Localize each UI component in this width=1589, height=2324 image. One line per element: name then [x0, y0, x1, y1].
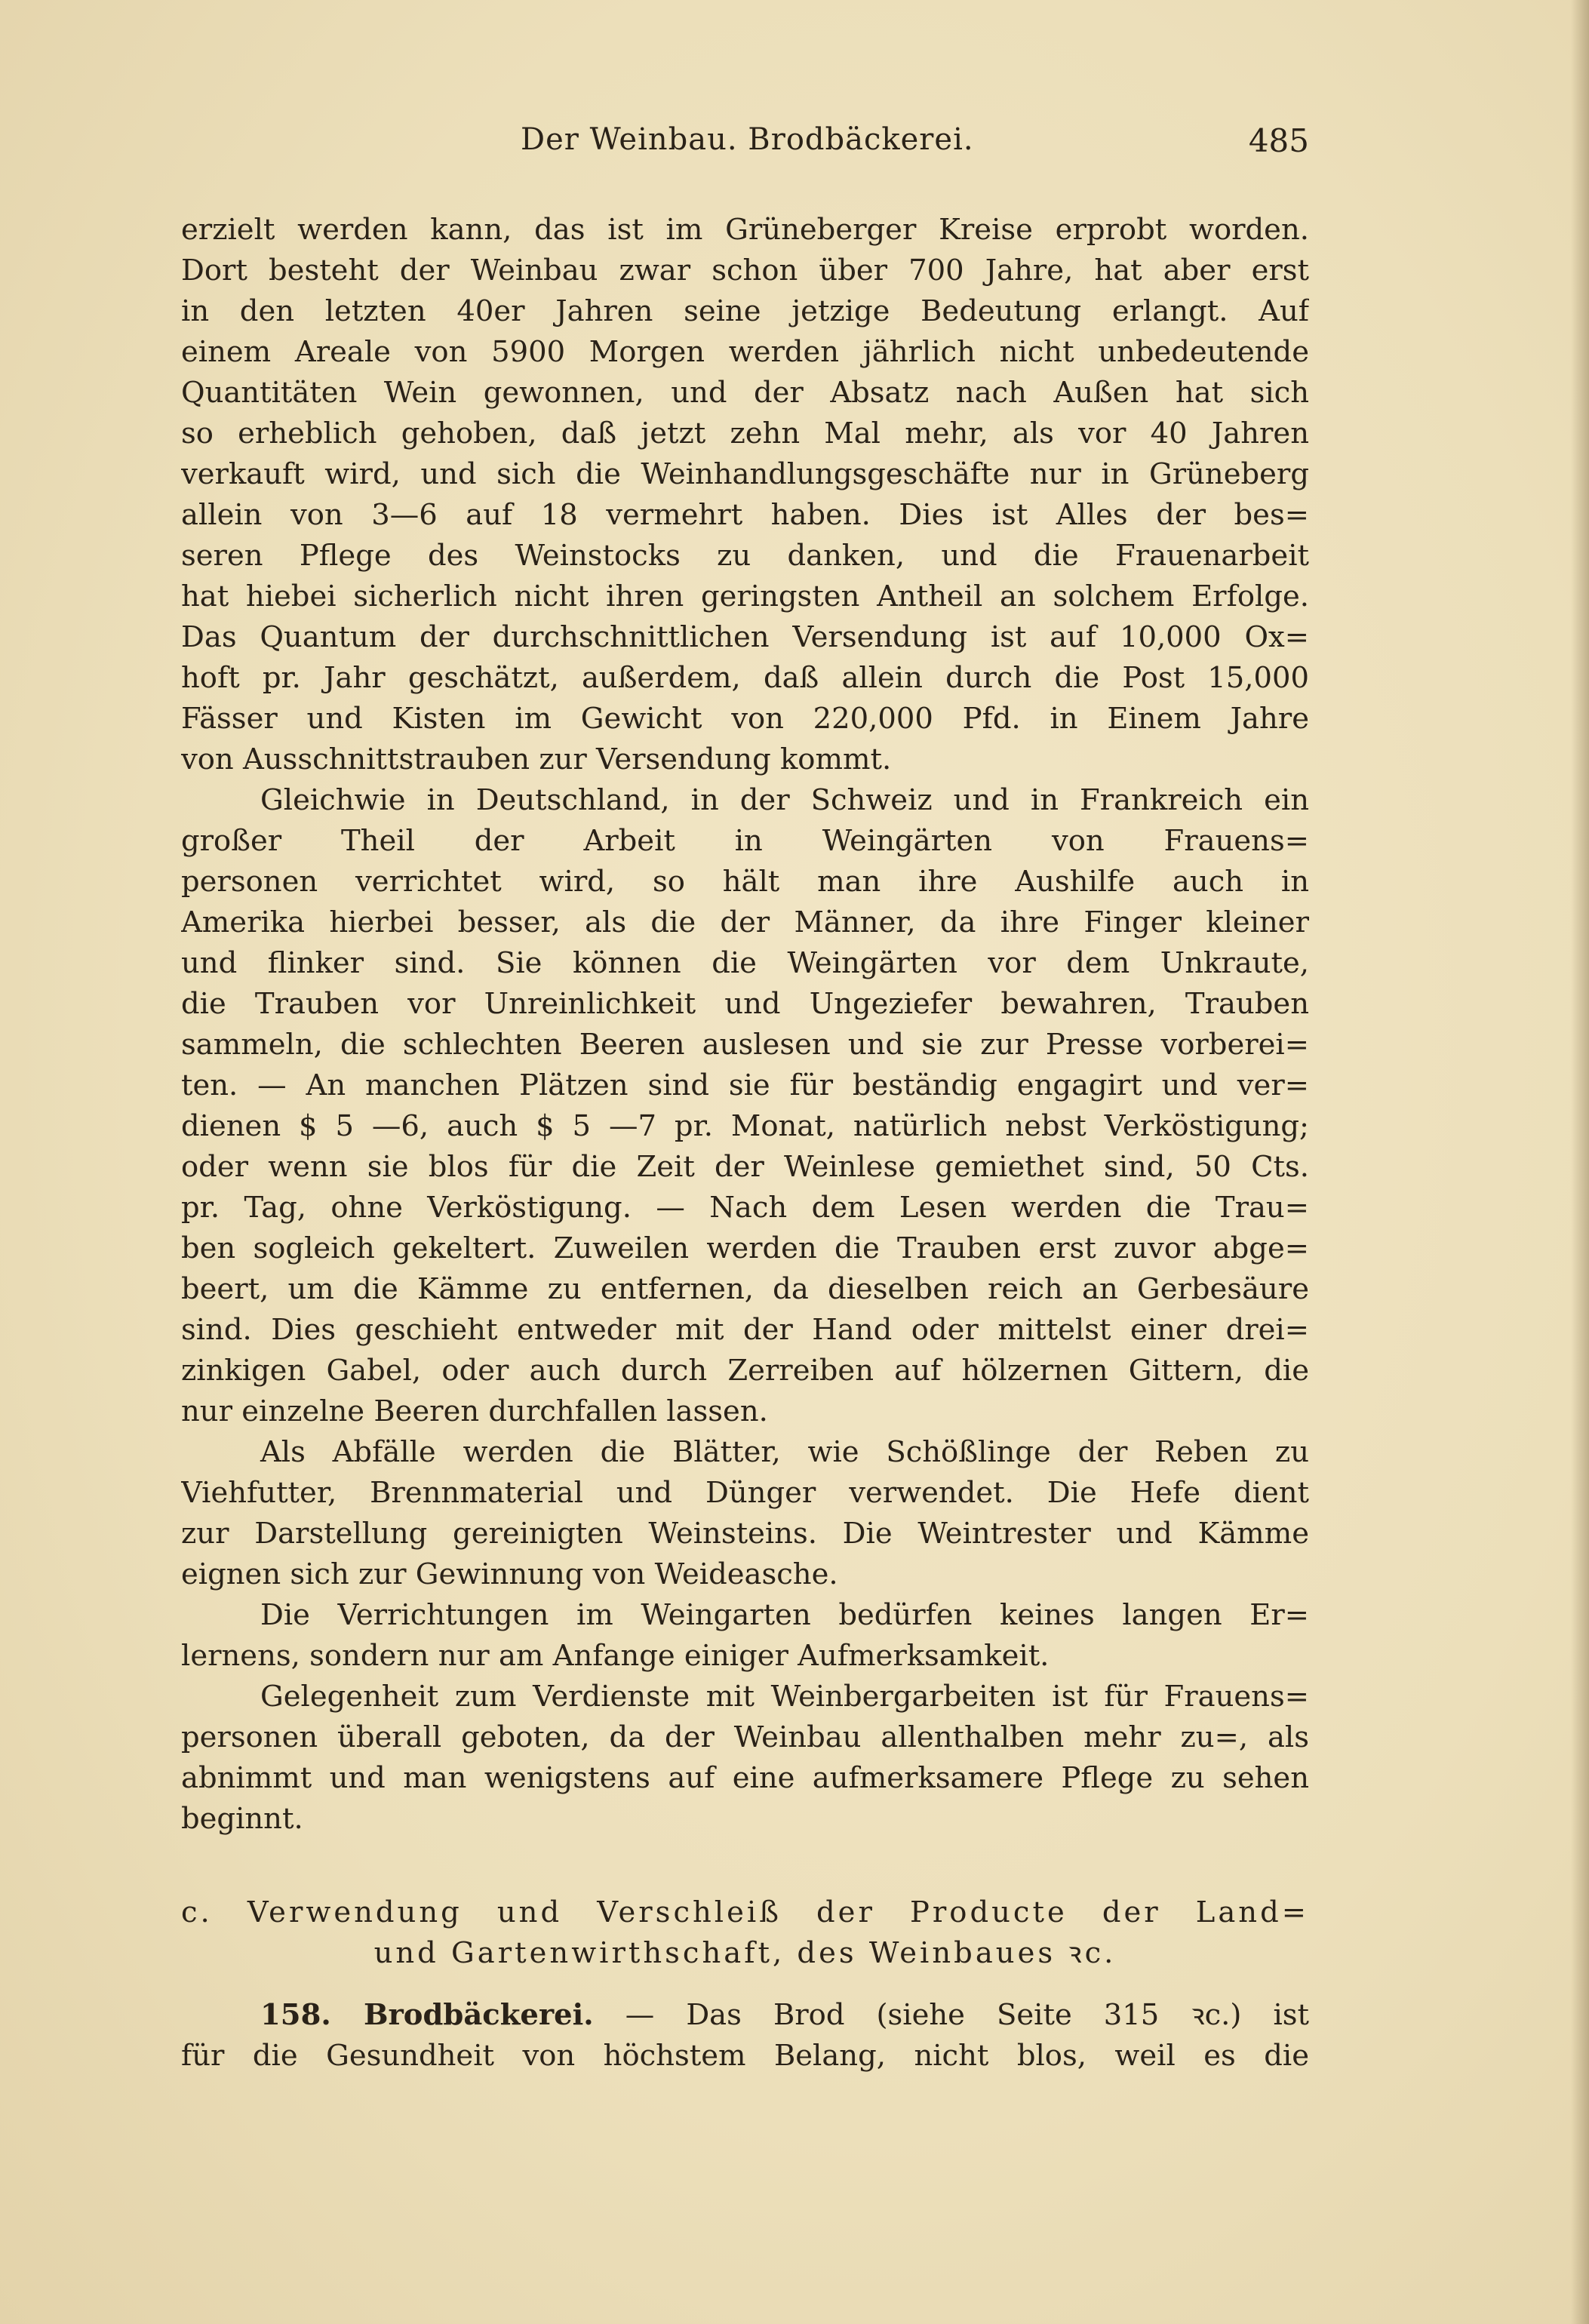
text-line: von Ausschnittstrauben zur Versendung kommt.: [181, 742, 892, 776]
text-line: hoft pr. Jahr geschätzt, außerdem, daß allein durch die Post 15,000: [181, 661, 1309, 695]
paragraph-spacer: [181, 1974, 1309, 1995]
text-line: nur einzelne Beeren durchfallen lassen.: [181, 1394, 768, 1428]
page-header: [177, 122, 1309, 168]
paragraph-first-line: [181, 1995, 1309, 2036]
text-line: großer Theil der Arbeit in Weingärten von Frauens=: [181, 824, 1309, 858]
text-line: allein von 3—6 auf 18 vermehrt haben. Dies ist Alles der bes=: [181, 498, 1309, 532]
text-line: seren Pflege des Weinstocks zu danken, und die Frauenarbeit: [181, 539, 1309, 573]
text-line: Fässer und Kisten im Gewicht von 220,000 Pfd. in Einem Jahre: [181, 702, 1309, 736]
paragraph-text: — Das Brod (siehe Seite 315 ꝛc.) ist: [625, 1998, 1309, 2032]
page-edge-shadow: [1571, 0, 1589, 2324]
text-line: hat hiebei sicherlich nicht ihren geringsten Antheil an solchem Erfolge.: [181, 579, 1309, 613]
text-line: Amerika hierbei besser, als die der Männer, da ihre Finger kleiner: [181, 905, 1309, 939]
text-line: einem Areale von 5900 Morgen werden jährlich nicht unbedeutende: [181, 335, 1309, 369]
running-head: Der Weinbau. Brodbäckerei.: [521, 122, 974, 157]
text-line: ten. — An manchen Plätzen sind sie für beständig engagirt und ver=: [181, 1068, 1309, 1102]
main-text: [181, 210, 1309, 2077]
text-line: beert, um die Kämme zu entfernen, da dieselben reich an Gerbesäure: [181, 1272, 1309, 1306]
text-line: Die Verrichtungen im Weingarten bedürfen keines langen Er=: [260, 1598, 1309, 1632]
text-line: sammeln, die schlechten Beeren auslesen und sie zur Presse vorberei=: [181, 1028, 1309, 1062]
text-line: personen verrichtet wird, so hält man ihre Aushilfe auch in: [181, 865, 1309, 899]
page-number: 485: [1248, 122, 1309, 159]
paragraph-158: [181, 1995, 1309, 2077]
text-line: und flinker sind. Sie können die Weingärten vor dem Unkraute,: [181, 946, 1309, 980]
text-line: eignen sich zur Gewinnung von Weideasche.: [181, 1557, 838, 1591]
text-line: abnimmt und man wenigstens auf eine aufmerksamere Pflege zu sehen: [181, 1761, 1309, 1795]
text-line: so erheblich gehoben, daß jetzt zehn Mal mehr, als vor 40 Jahren: [181, 417, 1309, 450]
text-line: dienen $ 5 —6, auch $ 5 —7 pr. Monat, natürlich nebst Verköstigung;: [181, 1109, 1309, 1143]
text-line: verkauft wird, und sich die Weinhandlungsgeschäfte nur in Grüneberg: [181, 457, 1309, 491]
text-line: oder wenn sie blos für die Zeit der Weinlese gemiethet sind, 50 Cts.: [181, 1150, 1309, 1184]
text-line: für die Gesundheit von höchstem Belang, nicht blos, weil es die: [181, 2039, 1309, 2073]
text-line: lernens, sondern nur am Anfange einiger Aufmerksamkeit.: [181, 1639, 1050, 1673]
text-line: sind. Dies geschieht entweder mit der Hand oder mittelst einer drei=: [181, 1313, 1309, 1347]
text-line: Viehfutter, Brennmaterial und Dünger verwendet. Die Hefe dient: [181, 1476, 1309, 1510]
section-spacer: [181, 1840, 1309, 1892]
section-heading-line: und Gartenwirthschaft, des Weinbaues ꝛc.: [373, 1936, 1117, 1970]
text-line: zinkigen Gabel, oder auch durch Zerreiben auf hölzernen Gittern, die: [181, 1354, 1309, 1388]
text-line: Das Quantum der durchschnittlichen Versendung ist auf 10,000 Ox=: [181, 620, 1309, 654]
section-heading: [181, 1892, 1309, 1974]
text-line: Gelegenheit zum Verdienste mit Weinbergarbeiten ist für Frauens=: [260, 1680, 1309, 1714]
text-line: Gleichwie in Deutschland, in der Schweiz und in Frankreich ein: [260, 783, 1309, 817]
text-line: Als Abfälle werden die Blätter, wie Schößlinge der Reben zu: [260, 1435, 1309, 1469]
paragraph-number-title: 158. Brodbäckerei.: [260, 1998, 594, 2032]
text-line: erzielt werden kann, das ist im Grüneberger Kreise erprobt worden.: [181, 213, 1309, 247]
text-line: ben sogleich gekeltert. Zuweilen werden die Trauben erst zuvor abge=: [181, 1231, 1309, 1265]
section-heading-line: c. Verwendung und Verschleiß der Producte der Land=: [181, 1895, 1309, 1929]
text-line: zur Darstellung gereinigten Weinsteins. Die Weintrester und Kämme: [181, 1517, 1309, 1551]
text-line: Dort besteht der Weinbau zwar schon über 700 Jahre, hat aber erst: [181, 254, 1309, 287]
text-line: pr. Tag, ohne Verköstigung. — Nach dem Lesen werden die Trau=: [181, 1191, 1309, 1225]
text-line: in den letzten 40er Jahren seine jetzige Bedeutung erlangt. Auf: [181, 294, 1309, 328]
text-line: beginnt.: [181, 1802, 303, 1836]
text-line: Quantitäten Wein gewonnen, und der Absatz nach Außen hat sich: [181, 376, 1309, 410]
text-line: die Trauben vor Unreinlichkeit und Ungeziefer bewahren, Trauben: [181, 987, 1309, 1021]
text-line: personen überall geboten, da der Weinbau allenthalben mehr zu=, als: [181, 1720, 1309, 1754]
